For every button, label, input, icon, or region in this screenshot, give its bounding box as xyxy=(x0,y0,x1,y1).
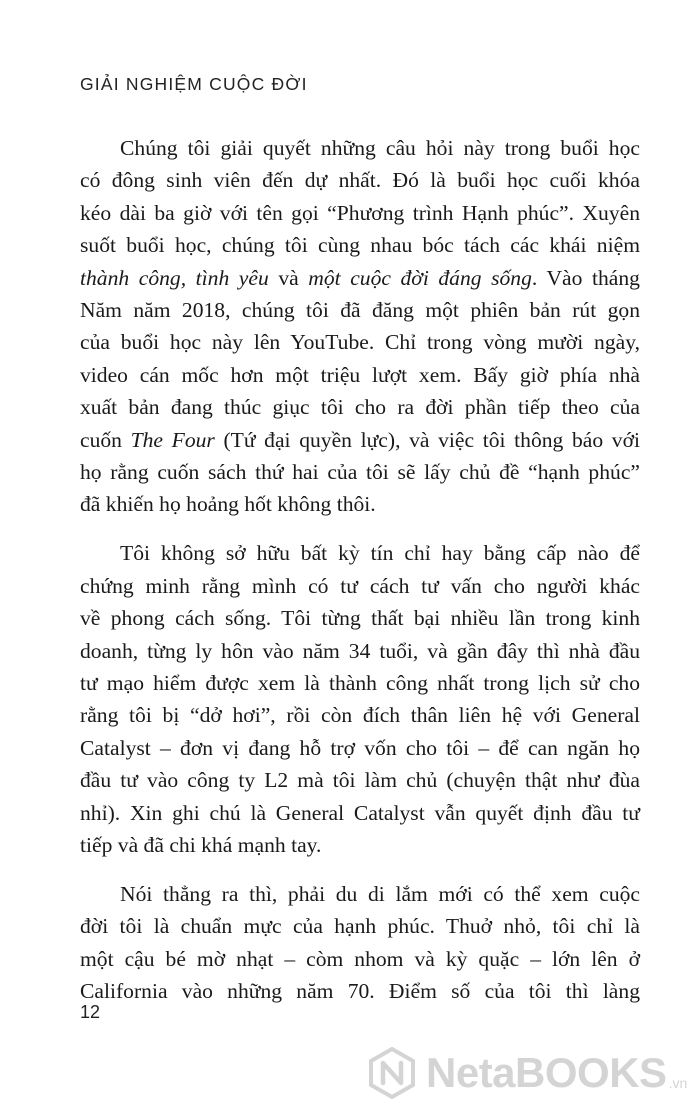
text-run: kéo dài ba giờ với tên gọi “Phương trình Hạnh phúc”. Xuyên xyxy=(80,200,640,225)
text-run: tiếp và đã chi khá mạnh tay. xyxy=(80,833,322,858)
text-run: của buổi học này lên YouTube. Chỉ trong vòng mười ngày, xyxy=(80,330,640,355)
text-run: Chúng tôi giải quyết những câu hỏi này trong buổi học xyxy=(120,136,640,160)
text-run: nhỉ). Xin ghi chú là General Catalyst vẫn quyết định đầu tư xyxy=(80,800,640,825)
text-line xyxy=(80,764,640,796)
text-run: rằng tôi bị “dở hơi”, rồi còn đích thân liên hệ với General xyxy=(80,703,640,728)
text-line xyxy=(80,797,640,829)
text-line xyxy=(80,537,640,569)
text-run: doanh, từng ly hôn vào năm 34 tuổi, và gần đây thì nhà đầu xyxy=(80,638,640,663)
text-run: đời tôi là chuẩn mực của hạnh phúc. Thuở nhỏ, tôi chỉ là xyxy=(80,914,640,939)
text-line xyxy=(80,943,640,975)
text-run: (Tứ đại quyền lực), và việc tôi thông báo với xyxy=(214,427,640,452)
text-line xyxy=(80,197,640,229)
text-run: cuốn xyxy=(80,427,131,452)
text-line xyxy=(80,164,640,196)
text-line xyxy=(80,488,640,520)
text-run: suốt buổi học, chúng tôi cùng nhau bóc tách các khái niệm xyxy=(80,233,640,258)
text-run: . Vào tháng xyxy=(531,265,640,290)
paragraph xyxy=(80,878,640,1008)
text-run: Tôi không sở hữu bất kỳ tín chỉ hay bằng cấp nào để xyxy=(120,541,640,566)
text-line xyxy=(80,910,640,942)
text-line xyxy=(80,667,640,699)
text-line xyxy=(80,294,640,326)
text-run: về phong cách sống. Tôi từng thất bại nhiều lần trong kinh xyxy=(80,606,640,631)
text-line xyxy=(80,699,640,731)
text-run: Catalyst – đơn vị đang hỗ trợ vốn cho tôi – để can ngăn họ xyxy=(80,735,640,760)
page-number: 12 xyxy=(80,1002,101,1022)
text-run: đầu tư vào công ty L2 mà tôi làm chủ (chuyện thật như đùa xyxy=(80,768,640,793)
text-line xyxy=(80,229,640,261)
paragraph xyxy=(80,537,640,861)
italic-text: thành công, tình yêu xyxy=(80,265,269,290)
text-line xyxy=(80,878,640,910)
text-line xyxy=(80,975,640,1007)
text-run: một cậu bé mờ nhạt – còm nhom và kỳ quặc – lớn lên ở xyxy=(80,946,640,971)
text-run: Nói thẳng ra thì, phải du di lắm mới có thể xem cuộc xyxy=(120,881,640,906)
text-line xyxy=(80,391,640,423)
italic-text: The Four xyxy=(130,427,215,452)
text-line xyxy=(80,602,640,634)
text-line xyxy=(80,424,640,456)
text-line xyxy=(80,326,640,358)
watermark-brand: NetaBOOKS xyxy=(426,1049,667,1096)
text-run: họ rằng cuốn sách thứ hai của tôi sẽ lấy chủ đề “hạnh phúc” xyxy=(80,460,640,485)
text-line xyxy=(80,829,640,861)
text-run: có đông sinh viên đến dự nhất. Đó là buổi học cuối khóa xyxy=(80,168,640,193)
text-run: đã khiến họ hoảng hốt không thôi. xyxy=(80,492,376,517)
text-run: xuất bản đang thúc giục tôi cho ra đời phần tiếp theo của xyxy=(80,395,640,420)
text-run: chứng minh rằng mình có tư cách tư vấn cho người khác xyxy=(80,573,640,598)
text-run: tư mạo hiểm được xem là thành công nhất trong lịch sử cho xyxy=(80,671,640,695)
text-line xyxy=(80,262,640,294)
text-line xyxy=(80,456,640,488)
text-line xyxy=(80,570,640,602)
text-run: Năm năm 2018, chúng tôi đã đăng một phiên bản rút gọn xyxy=(80,298,640,323)
paragraph xyxy=(80,132,640,521)
neta-logo-icon xyxy=(366,1047,418,1099)
text-line xyxy=(80,359,640,391)
watermark xyxy=(366,1043,687,1103)
text-run: California vào những năm 70. Điểm số của tôi thì làng xyxy=(80,979,640,1004)
text-run: và xyxy=(268,265,309,290)
italic-text: một cuộc đời đáng sống xyxy=(308,265,532,290)
text-run: video cán mốc hơn một triệu lượt xem. Bấy giờ phía nhà xyxy=(80,362,640,387)
running-title: GIẢI NGHIỆM CUỘC ĐỜI xyxy=(80,74,308,94)
text-line xyxy=(80,732,640,764)
watermark-suffix: .vn xyxy=(668,1075,688,1091)
text-line xyxy=(80,132,640,164)
text-line xyxy=(80,635,640,667)
body-text xyxy=(80,132,640,1008)
